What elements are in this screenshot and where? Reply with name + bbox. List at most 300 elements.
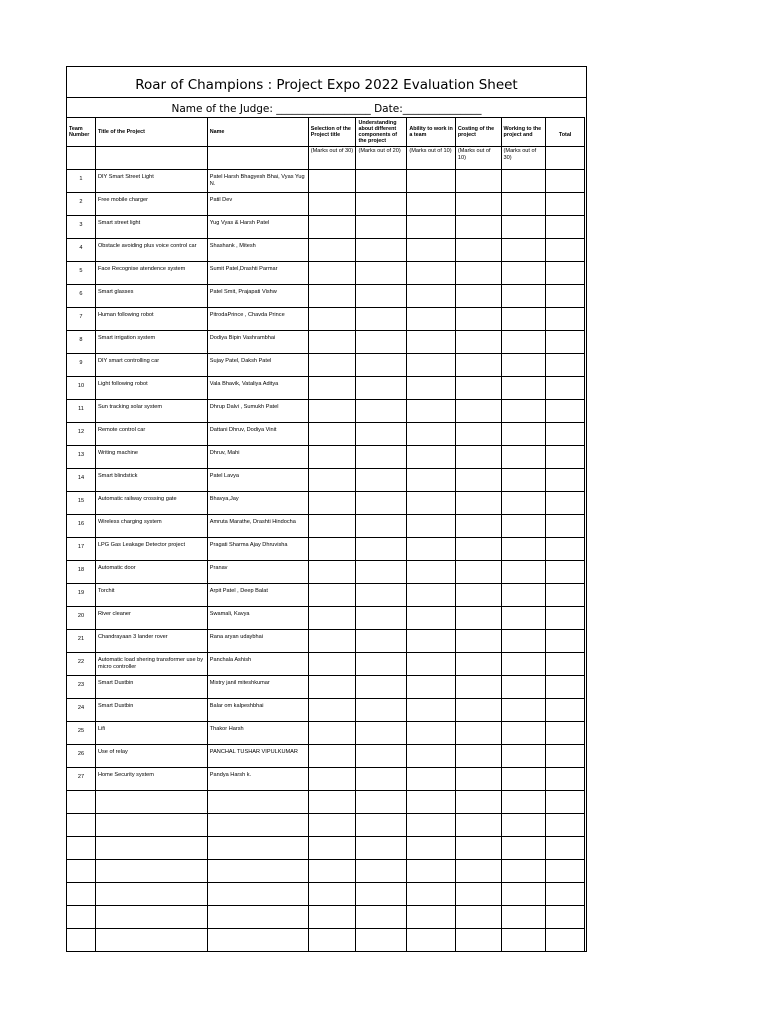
project-title-cell xyxy=(95,791,207,814)
table-row xyxy=(67,929,585,952)
score-ability-cell[interactable] xyxy=(407,193,456,216)
score-costing-cell[interactable] xyxy=(455,216,501,239)
student-name-cell: Pragati Sharma Ajay Dhruvisha xyxy=(207,538,308,561)
project-title-cell xyxy=(95,929,207,952)
score-total-cell[interactable] xyxy=(546,929,585,952)
project-title-cell: Chandrayaan 3 lander rover xyxy=(95,630,207,653)
score-total-cell[interactable] xyxy=(546,860,585,883)
score-selection-cell[interactable] xyxy=(308,400,356,423)
score-working-cell[interactable] xyxy=(501,377,546,400)
score-ability-cell[interactable] xyxy=(407,860,456,883)
score-working-cell[interactable] xyxy=(501,653,546,676)
marks-ability: (Marks out of 10) xyxy=(407,147,456,170)
score-understanding-cell[interactable] xyxy=(356,423,407,446)
score-selection-cell[interactable] xyxy=(308,538,356,561)
score-total-cell[interactable] xyxy=(546,584,585,607)
score-working-cell[interactable] xyxy=(501,354,546,377)
score-costing-cell[interactable] xyxy=(455,170,501,193)
marks-selection: (Marks out of 30) xyxy=(308,147,356,170)
score-understanding-cell[interactable] xyxy=(356,285,407,308)
score-understanding-cell[interactable] xyxy=(356,216,407,239)
score-selection-cell[interactable] xyxy=(308,308,356,331)
score-working-cell[interactable] xyxy=(501,630,546,653)
score-selection-cell[interactable] xyxy=(308,354,356,377)
score-total-cell[interactable] xyxy=(546,354,585,377)
marks-understanding: (Marks out of 20) xyxy=(356,147,407,170)
score-working-cell[interactable] xyxy=(501,860,546,883)
score-total-cell[interactable] xyxy=(546,538,585,561)
score-costing-cell[interactable] xyxy=(455,814,501,837)
score-understanding-cell[interactable] xyxy=(356,630,407,653)
score-selection-cell[interactable] xyxy=(308,929,356,952)
score-selection-cell[interactable] xyxy=(308,584,356,607)
student-name-cell xyxy=(207,814,308,837)
team-number-cell: 27 xyxy=(67,768,96,791)
student-name-cell: Dhrup Dalvi , Sumukh Patel xyxy=(207,400,308,423)
score-ability-cell[interactable] xyxy=(407,837,456,860)
table-row xyxy=(67,906,585,929)
score-understanding-cell[interactable] xyxy=(356,262,407,285)
score-selection-cell[interactable] xyxy=(308,515,356,538)
score-total-cell[interactable] xyxy=(546,630,585,653)
score-costing-cell[interactable] xyxy=(455,377,501,400)
score-working-cell[interactable] xyxy=(501,607,546,630)
student-name-cell: Sumit Patel,Drashti Parmar xyxy=(207,262,308,285)
project-title-cell xyxy=(95,814,207,837)
score-costing-cell[interactable] xyxy=(455,768,501,791)
project-title-cell: Use of relay xyxy=(95,745,207,768)
score-understanding-cell[interactable] xyxy=(356,239,407,262)
score-working-cell[interactable] xyxy=(501,906,546,929)
score-understanding-cell[interactable] xyxy=(356,354,407,377)
score-selection-cell[interactable] xyxy=(308,607,356,630)
score-ability-cell[interactable] xyxy=(407,906,456,929)
score-total-cell[interactable] xyxy=(546,791,585,814)
score-understanding-cell[interactable] xyxy=(356,584,407,607)
score-selection-cell[interactable] xyxy=(308,745,356,768)
score-selection-cell[interactable] xyxy=(308,170,356,193)
score-selection-cell[interactable] xyxy=(308,722,356,745)
score-selection-cell[interactable] xyxy=(308,630,356,653)
table-row xyxy=(67,469,585,492)
score-working-cell[interactable] xyxy=(501,814,546,837)
score-ability-cell[interactable] xyxy=(407,768,456,791)
team-number-cell xyxy=(67,929,96,952)
score-total-cell[interactable] xyxy=(546,285,585,308)
score-costing-cell[interactable] xyxy=(455,285,501,308)
score-selection-cell[interactable] xyxy=(308,423,356,446)
score-costing-cell[interactable] xyxy=(455,193,501,216)
score-understanding-cell[interactable] xyxy=(356,653,407,676)
project-title-cell: LPG Gas Leakage Detector project xyxy=(95,538,207,561)
team-number-cell: 10 xyxy=(67,377,96,400)
score-selection-cell[interactable] xyxy=(308,262,356,285)
score-selection-cell[interactable] xyxy=(308,561,356,584)
score-selection-cell[interactable] xyxy=(308,193,356,216)
score-working-cell[interactable] xyxy=(501,308,546,331)
score-understanding-cell[interactable] xyxy=(356,906,407,929)
score-working-cell[interactable] xyxy=(501,262,546,285)
score-costing-cell[interactable] xyxy=(455,446,501,469)
project-title-cell: Wireless charging system xyxy=(95,515,207,538)
score-ability-cell[interactable] xyxy=(407,400,456,423)
student-name-cell: Bhavya,Jay xyxy=(207,492,308,515)
project-title-cell: River cleaner xyxy=(95,607,207,630)
score-selection-cell[interactable] xyxy=(308,699,356,722)
score-total-cell[interactable] xyxy=(546,492,585,515)
score-working-cell[interactable] xyxy=(501,446,546,469)
score-costing-cell[interactable] xyxy=(455,860,501,883)
project-title-cell: Face Recognise atendence system xyxy=(95,262,207,285)
team-number-cell: 23 xyxy=(67,676,96,699)
student-name-cell xyxy=(207,791,308,814)
score-costing-cell[interactable] xyxy=(455,883,501,906)
score-total-cell[interactable] xyxy=(546,377,585,400)
table-row xyxy=(67,584,585,607)
score-understanding-cell[interactable] xyxy=(356,469,407,492)
team-number-cell: 9 xyxy=(67,354,96,377)
marks-cell xyxy=(67,147,96,170)
score-understanding-cell[interactable] xyxy=(356,446,407,469)
score-costing-cell[interactable] xyxy=(455,492,501,515)
score-understanding-cell[interactable] xyxy=(356,883,407,906)
score-understanding-cell[interactable] xyxy=(356,837,407,860)
score-selection-cell[interactable] xyxy=(308,768,356,791)
score-costing-cell[interactable] xyxy=(455,653,501,676)
team-number-cell: 6 xyxy=(67,285,96,308)
score-understanding-cell[interactable] xyxy=(356,745,407,768)
header-ability: Ability to work in a team xyxy=(407,118,456,147)
team-number-cell xyxy=(67,837,96,860)
score-total-cell[interactable] xyxy=(546,768,585,791)
project-title-cell: DIY smart controlling car xyxy=(95,354,207,377)
score-understanding-cell[interactable] xyxy=(356,722,407,745)
score-working-cell[interactable] xyxy=(501,515,546,538)
score-total-cell[interactable] xyxy=(546,653,585,676)
evaluation-table xyxy=(66,117,585,952)
score-costing-cell[interactable] xyxy=(455,239,501,262)
project-title-cell: Automatic load shering transformer use by micro controller xyxy=(95,653,207,676)
score-total-cell[interactable] xyxy=(546,814,585,837)
score-understanding-cell[interactable] xyxy=(356,791,407,814)
score-costing-cell[interactable] xyxy=(455,676,501,699)
student-name-cell: Patel Lavya xyxy=(207,469,308,492)
header-working: Working to the project and xyxy=(501,118,546,147)
project-title-cell: DIY Smart Street Light xyxy=(95,170,207,193)
team-number-cell: 4 xyxy=(67,239,96,262)
student-name-cell xyxy=(207,906,308,929)
score-understanding-cell[interactable] xyxy=(356,699,407,722)
table-row xyxy=(67,860,585,883)
team-number-cell: 20 xyxy=(67,607,96,630)
team-number-cell: 3 xyxy=(67,216,96,239)
score-selection-cell[interactable] xyxy=(308,653,356,676)
score-understanding-cell[interactable] xyxy=(356,860,407,883)
score-total-cell[interactable] xyxy=(546,837,585,860)
score-working-cell[interactable] xyxy=(501,699,546,722)
table-row xyxy=(67,561,585,584)
score-working-cell[interactable] xyxy=(501,745,546,768)
score-costing-cell[interactable] xyxy=(455,423,501,446)
score-ability-cell[interactable] xyxy=(407,791,456,814)
table-row xyxy=(67,354,585,377)
score-costing-cell[interactable] xyxy=(455,630,501,653)
score-costing-cell[interactable] xyxy=(455,262,501,285)
score-working-cell[interactable] xyxy=(501,791,546,814)
score-understanding-cell[interactable] xyxy=(356,607,407,630)
score-costing-cell[interactable] xyxy=(455,469,501,492)
score-understanding-cell[interactable] xyxy=(356,331,407,354)
header-total: Total xyxy=(546,118,585,147)
score-ability-cell[interactable] xyxy=(407,446,456,469)
score-working-cell[interactable] xyxy=(501,331,546,354)
score-understanding-cell[interactable] xyxy=(356,515,407,538)
score-ability-cell[interactable] xyxy=(407,423,456,446)
score-working-cell[interactable] xyxy=(501,285,546,308)
score-working-cell[interactable] xyxy=(501,768,546,791)
table-row xyxy=(67,492,585,515)
score-costing-cell[interactable] xyxy=(455,906,501,929)
student-name-cell: Vala Bhavik, Vataliya Aditya xyxy=(207,377,308,400)
score-selection-cell[interactable] xyxy=(308,469,356,492)
header-selection: Selection of the Project title xyxy=(308,118,356,147)
score-understanding-cell[interactable] xyxy=(356,170,407,193)
score-working-cell[interactable] xyxy=(501,929,546,952)
judge-date-line: Name of the Judge: __________________ Date:_______________ xyxy=(67,97,586,119)
score-ability-cell[interactable] xyxy=(407,469,456,492)
score-total-cell[interactable] xyxy=(546,400,585,423)
score-total-cell[interactable] xyxy=(546,469,585,492)
score-selection-cell[interactable] xyxy=(308,814,356,837)
student-name-cell: Dhruv, Mahi xyxy=(207,446,308,469)
score-total-cell[interactable] xyxy=(546,515,585,538)
student-name-cell xyxy=(207,860,308,883)
score-total-cell[interactable] xyxy=(546,193,585,216)
score-total-cell[interactable] xyxy=(546,676,585,699)
score-costing-cell[interactable] xyxy=(455,722,501,745)
student-name-cell: Yug Vyas & Harsh Patel xyxy=(207,216,308,239)
score-selection-cell[interactable] xyxy=(308,791,356,814)
table-row xyxy=(67,768,585,791)
score-working-cell[interactable] xyxy=(501,722,546,745)
score-costing-cell[interactable] xyxy=(455,561,501,584)
score-ability-cell[interactable] xyxy=(407,653,456,676)
student-name-cell: Swamali, Kavya xyxy=(207,607,308,630)
score-working-cell[interactable] xyxy=(501,216,546,239)
score-ability-cell[interactable] xyxy=(407,699,456,722)
score-ability-cell[interactable] xyxy=(407,262,456,285)
sheet-title: Roar of Champions : Project Expo 2022 Evaluation Sheet xyxy=(135,77,518,93)
team-number-cell: 11 xyxy=(67,400,96,423)
team-number-cell xyxy=(67,814,96,837)
score-selection-cell[interactable] xyxy=(308,676,356,699)
score-working-cell[interactable] xyxy=(501,170,546,193)
project-title-cell: Home Security system xyxy=(95,768,207,791)
table-row xyxy=(67,285,585,308)
header-team-number: Team Number xyxy=(67,118,96,147)
score-costing-cell[interactable] xyxy=(455,354,501,377)
score-ability-cell[interactable] xyxy=(407,630,456,653)
score-ability-cell[interactable] xyxy=(407,883,456,906)
project-title-cell: Obstacle avoiding plus voice control car xyxy=(95,239,207,262)
score-ability-cell[interactable] xyxy=(407,354,456,377)
score-total-cell[interactable] xyxy=(546,561,585,584)
score-ability-cell[interactable] xyxy=(407,308,456,331)
team-number-cell: 26 xyxy=(67,745,96,768)
score-working-cell[interactable] xyxy=(501,469,546,492)
score-ability-cell[interactable] xyxy=(407,607,456,630)
student-name-cell: Pranav xyxy=(207,561,308,584)
score-selection-cell[interactable] xyxy=(308,285,356,308)
score-ability-cell[interactable] xyxy=(407,929,456,952)
table-row xyxy=(67,446,585,469)
team-number-cell: 17 xyxy=(67,538,96,561)
team-number-cell: 24 xyxy=(67,699,96,722)
table-row xyxy=(67,423,585,446)
score-working-cell[interactable] xyxy=(501,883,546,906)
score-working-cell[interactable] xyxy=(501,538,546,561)
table-row xyxy=(67,653,585,676)
table-row xyxy=(67,193,585,216)
score-total-cell[interactable] xyxy=(546,239,585,262)
score-understanding-cell[interactable] xyxy=(356,400,407,423)
score-total-cell[interactable] xyxy=(546,607,585,630)
score-working-cell[interactable] xyxy=(501,400,546,423)
score-working-cell[interactable] xyxy=(501,584,546,607)
score-ability-cell[interactable] xyxy=(407,538,456,561)
score-working-cell[interactable] xyxy=(501,423,546,446)
score-total-cell[interactable] xyxy=(546,722,585,745)
score-understanding-cell[interactable] xyxy=(356,768,407,791)
score-costing-cell[interactable] xyxy=(455,929,501,952)
score-selection-cell[interactable] xyxy=(308,883,356,906)
score-selection-cell[interactable] xyxy=(308,837,356,860)
score-costing-cell[interactable] xyxy=(455,331,501,354)
score-ability-cell[interactable] xyxy=(407,331,456,354)
score-total-cell[interactable] xyxy=(546,883,585,906)
student-name-cell: Dodiya Bipin Vashrambhai xyxy=(207,331,308,354)
score-ability-cell[interactable] xyxy=(407,285,456,308)
score-working-cell[interactable] xyxy=(501,492,546,515)
score-costing-cell[interactable] xyxy=(455,791,501,814)
score-costing-cell[interactable] xyxy=(455,584,501,607)
score-selection-cell[interactable] xyxy=(308,492,356,515)
score-ability-cell[interactable] xyxy=(407,377,456,400)
score-total-cell[interactable] xyxy=(546,699,585,722)
score-working-cell[interactable] xyxy=(501,676,546,699)
score-understanding-cell[interactable] xyxy=(356,377,407,400)
score-ability-cell[interactable] xyxy=(407,239,456,262)
score-costing-cell[interactable] xyxy=(455,538,501,561)
score-ability-cell[interactable] xyxy=(407,745,456,768)
score-total-cell[interactable] xyxy=(546,906,585,929)
project-title-cell: Automatic door xyxy=(95,561,207,584)
header-understanding: Understanding about different components of the project xyxy=(356,118,407,147)
score-understanding-cell[interactable] xyxy=(356,492,407,515)
student-name-cell xyxy=(207,837,308,860)
score-costing-cell[interactable] xyxy=(455,515,501,538)
project-title-cell: Human following robot xyxy=(95,308,207,331)
score-understanding-cell[interactable] xyxy=(356,561,407,584)
project-title-cell: Smart street light xyxy=(95,216,207,239)
score-costing-cell[interactable] xyxy=(455,837,501,860)
score-ability-cell[interactable] xyxy=(407,722,456,745)
score-understanding-cell[interactable] xyxy=(356,193,407,216)
score-costing-cell[interactable] xyxy=(455,607,501,630)
score-selection-cell[interactable] xyxy=(308,216,356,239)
project-title-cell: Free mobile charger xyxy=(95,193,207,216)
score-total-cell[interactable] xyxy=(546,216,585,239)
score-ability-cell[interactable] xyxy=(407,584,456,607)
team-number-cell: 14 xyxy=(67,469,96,492)
score-selection-cell[interactable] xyxy=(308,446,356,469)
score-understanding-cell[interactable] xyxy=(356,538,407,561)
score-selection-cell[interactable] xyxy=(308,377,356,400)
score-working-cell[interactable] xyxy=(501,561,546,584)
score-ability-cell[interactable] xyxy=(407,676,456,699)
marks-costing: (Marks out of 10) xyxy=(455,147,501,170)
score-understanding-cell[interactable] xyxy=(356,814,407,837)
student-name-cell: Amruta Marathe, Drashti Hindocha xyxy=(207,515,308,538)
score-total-cell[interactable] xyxy=(546,446,585,469)
student-name-cell: Mistry janil miteshkumar xyxy=(207,676,308,699)
score-understanding-cell[interactable] xyxy=(356,308,407,331)
score-selection-cell[interactable] xyxy=(308,239,356,262)
project-title-cell: Smart Dustbin xyxy=(95,699,207,722)
score-ability-cell[interactable] xyxy=(407,515,456,538)
table-row xyxy=(67,216,585,239)
marks-cell xyxy=(546,147,585,170)
score-ability-cell[interactable] xyxy=(407,216,456,239)
score-total-cell[interactable] xyxy=(546,423,585,446)
score-ability-cell[interactable] xyxy=(407,814,456,837)
score-understanding-cell[interactable] xyxy=(356,676,407,699)
project-title-cell: Remote control car xyxy=(95,423,207,446)
score-selection-cell[interactable] xyxy=(308,331,356,354)
team-number-cell: 2 xyxy=(67,193,96,216)
score-understanding-cell[interactable] xyxy=(356,929,407,952)
score-selection-cell[interactable] xyxy=(308,906,356,929)
score-total-cell[interactable] xyxy=(546,262,585,285)
score-selection-cell[interactable] xyxy=(308,860,356,883)
score-total-cell[interactable] xyxy=(546,745,585,768)
score-working-cell[interactable] xyxy=(501,837,546,860)
table-row xyxy=(67,515,585,538)
score-ability-cell[interactable] xyxy=(407,561,456,584)
score-total-cell[interactable] xyxy=(546,331,585,354)
team-number-cell: 18 xyxy=(67,561,96,584)
score-ability-cell[interactable] xyxy=(407,170,456,193)
table-row xyxy=(67,377,585,400)
score-working-cell[interactable] xyxy=(501,239,546,262)
team-number-cell: 21 xyxy=(67,630,96,653)
score-costing-cell[interactable] xyxy=(455,745,501,768)
table-row xyxy=(67,239,585,262)
score-ability-cell[interactable] xyxy=(407,492,456,515)
team-number-cell: 13 xyxy=(67,446,96,469)
score-total-cell[interactable] xyxy=(546,170,585,193)
project-title-cell xyxy=(95,860,207,883)
project-title-cell: Smart glasses xyxy=(95,285,207,308)
student-name-cell: Patel Smit, Prajapati Vishw xyxy=(207,285,308,308)
student-name-cell: PANCHAL TUSHAR VIPULKUMAR xyxy=(207,745,308,768)
score-working-cell[interactable] xyxy=(501,193,546,216)
score-costing-cell[interactable] xyxy=(455,400,501,423)
score-total-cell[interactable] xyxy=(546,308,585,331)
score-costing-cell[interactable] xyxy=(455,308,501,331)
student-name-cell: Shashank , Mitesh xyxy=(207,239,308,262)
score-costing-cell[interactable] xyxy=(455,699,501,722)
